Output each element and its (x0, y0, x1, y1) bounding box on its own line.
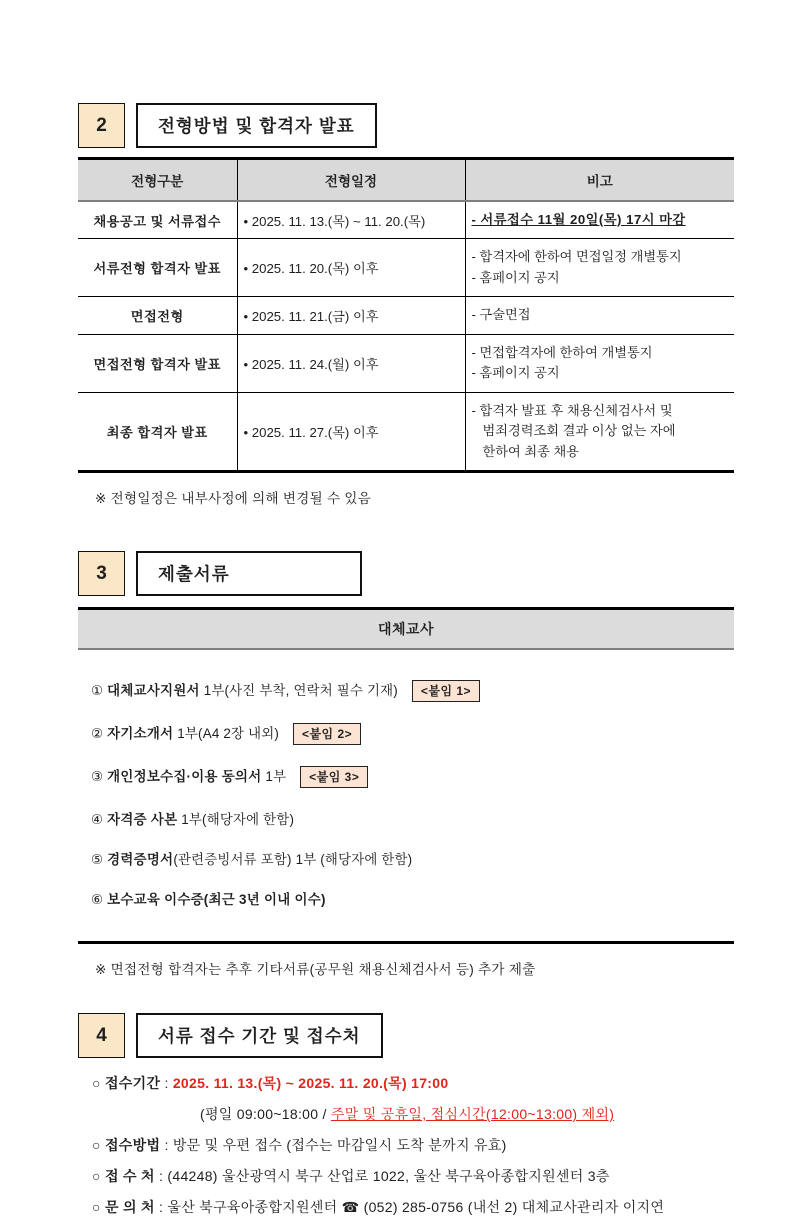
reception-details (78, 1073, 735, 1218)
circle-bullet: ○ (92, 1168, 101, 1185)
table-row (78, 297, 734, 334)
note-line: - 합격자에 한하여 면접일정 개별통지 (471, 249, 682, 265)
row-note (465, 392, 734, 471)
circle-bullet: ○ (92, 1075, 101, 1092)
item-name: 개인정보수집·이용 동의서 (107, 769, 262, 785)
reception-method-value: 방문 및 우편 접수 (접수는 마감일시 도착 분까지 유효) (172, 1137, 507, 1154)
document-item (91, 889, 728, 908)
item-number: ⑤ (91, 852, 104, 868)
reception-address-line (92, 1166, 735, 1187)
item-name: 경력증명서 (107, 852, 174, 868)
note-line: - 면접합격자에 한하여 개별통지 (471, 344, 653, 360)
separator: : (154, 1199, 168, 1216)
reception-period-line (92, 1073, 735, 1094)
document-item (91, 723, 728, 745)
section-3-header (78, 551, 735, 596)
row-schedule: • 2025. 11. 13.(목) ~ 11. 20.(목) (237, 201, 465, 239)
note-line: - 홈페이지 공지 (471, 269, 560, 285)
table-row (78, 201, 734, 239)
col-header-note: 비고 (465, 159, 734, 202)
item-name: 자격증 사본 (107, 812, 178, 828)
documents-group-header: 대체교사 (78, 610, 734, 650)
item-number: ③ (91, 769, 104, 785)
row-category: 최종 합격자 발표 (78, 392, 237, 471)
note-line: - 합격자 발표 후 채용신체검사서 및 (471, 402, 673, 418)
documents-list (78, 650, 734, 941)
section-3-number-badge: 3 (78, 551, 125, 596)
circle-bullet: ○ (92, 1199, 101, 1216)
col-header-schedule: 전형일정 (237, 159, 465, 202)
attachment-1-tag: <붙임 1> (412, 680, 480, 702)
note-line: - 홈페이지 공지 (471, 365, 560, 381)
document-item (91, 849, 728, 868)
section-2-title: 전형방법 및 합격자 발표 (136, 103, 377, 148)
table-row (78, 334, 734, 392)
table-header-row (78, 159, 734, 202)
row-schedule: • 2025. 11. 21.(금) 이후 (237, 297, 465, 334)
document-item (91, 680, 728, 702)
separator: : (154, 1168, 168, 1185)
section-2-number-badge: 2 (78, 103, 125, 148)
item-number: ② (91, 726, 104, 742)
row-category: 서류전형 합격자 발표 (78, 239, 237, 297)
row-schedule: • 2025. 11. 24.(월) 이후 (237, 334, 465, 392)
separator: : (160, 1137, 173, 1154)
schedule-change-footnote: ※ 전형일정은 내부사정에 의해 변경될 수 있음 (95, 491, 372, 507)
item-rest: 1부(A4 2장 내외) (173, 726, 280, 742)
circle-bullet: ○ (92, 1137, 101, 1154)
separator: : (160, 1075, 173, 1092)
section-4-number-badge: 4 (78, 1013, 125, 1058)
reception-method-line (92, 1135, 735, 1156)
row-schedule: • 2025. 11. 27.(목) 이후 (237, 392, 465, 471)
note-line: 한하여 최종 채용 (482, 443, 580, 459)
reception-contact-value: 울산 북구육아종합지원센터 ☎ (052) 285-0756 (내선 2) 대체교사관리자 이지연 (167, 1199, 665, 1216)
row-category: 채용공고 및 서류접수 (93, 213, 221, 229)
item-name: 보수교육 이수증(최근 3년 이내 이수) (107, 892, 326, 908)
item-number: ④ (91, 812, 104, 828)
section-4-title: 서류 접수 기간 및 접수처 (136, 1013, 383, 1058)
reception-method-label: 접수방법 (104, 1137, 161, 1154)
item-name: 대체교사지원서 (107, 683, 200, 699)
attachment-3-tag: <붙임 3> (300, 766, 368, 788)
row-category: 면접전형 합격자 발표 (78, 334, 237, 392)
row-schedule: • 2025. 11. 20.(목) 이후 (237, 239, 465, 297)
reception-period-label: 접수기간 (104, 1075, 161, 1092)
extra-documents-footnote: ※ 면접전형 합격자는 추후 기타서류(공무원 채용신체검사서 등) 추가 제출 (95, 962, 536, 978)
section-4-header (78, 1013, 735, 1058)
documents-box (78, 607, 734, 944)
row-category: 면접전형 (78, 297, 237, 334)
document-item (91, 766, 728, 788)
document-item (91, 809, 728, 828)
row-note (465, 201, 734, 239)
item-rest: (관련증빙서류 포함) 1부 (해당자에 한함) (173, 852, 413, 868)
section-2-header (78, 103, 735, 148)
row-note (465, 297, 734, 334)
period-detail-red: 주말 및 공휴일, 점심시간(12:00~13:00) 제외) (330, 1106, 615, 1123)
note-line: 범죄경력조회 결과 이상 없는 자에 (482, 423, 676, 439)
reception-address-label: 접 수 처 (104, 1168, 155, 1185)
note-line: - 구술면접 (471, 307, 531, 323)
item-number: ⑥ (91, 892, 104, 908)
note-line: - 서류접수 11월 20일(목) 17시 마감 (471, 212, 686, 227)
item-rest: 1부 (261, 769, 287, 785)
item-rest: 1부(사진 부착, 연락처 필수 기재) (199, 683, 398, 699)
reception-period-detail-line (92, 1104, 735, 1125)
reception-contact-line (92, 1197, 735, 1218)
item-rest: 1부(해당자에 한함) (177, 812, 295, 828)
col-header-category: 전형구분 (78, 159, 237, 202)
table-row (78, 392, 734, 471)
table-row (78, 239, 734, 297)
reception-contact-label: 문 의 처 (104, 1199, 155, 1216)
item-number: ① (91, 683, 104, 699)
row-note (465, 334, 734, 392)
attachment-2-tag: <붙임 2> (293, 723, 361, 745)
selection-schedule-table (78, 157, 734, 473)
section-3-title: 제출서류 (136, 551, 362, 596)
reception-period-value: 2025. 11. 13.(목) ~ 2025. 11. 20.(목) 17:00 (172, 1075, 449, 1092)
item-name: 자기소개서 (107, 726, 174, 742)
period-detail-black: (평일 09:00~18:00 / (200, 1106, 331, 1123)
row-note (465, 239, 734, 297)
reception-address-value: (44248) 울산광역시 북구 산업로 1022, 울산 북구육아종합지원센터 3층 (167, 1168, 610, 1185)
